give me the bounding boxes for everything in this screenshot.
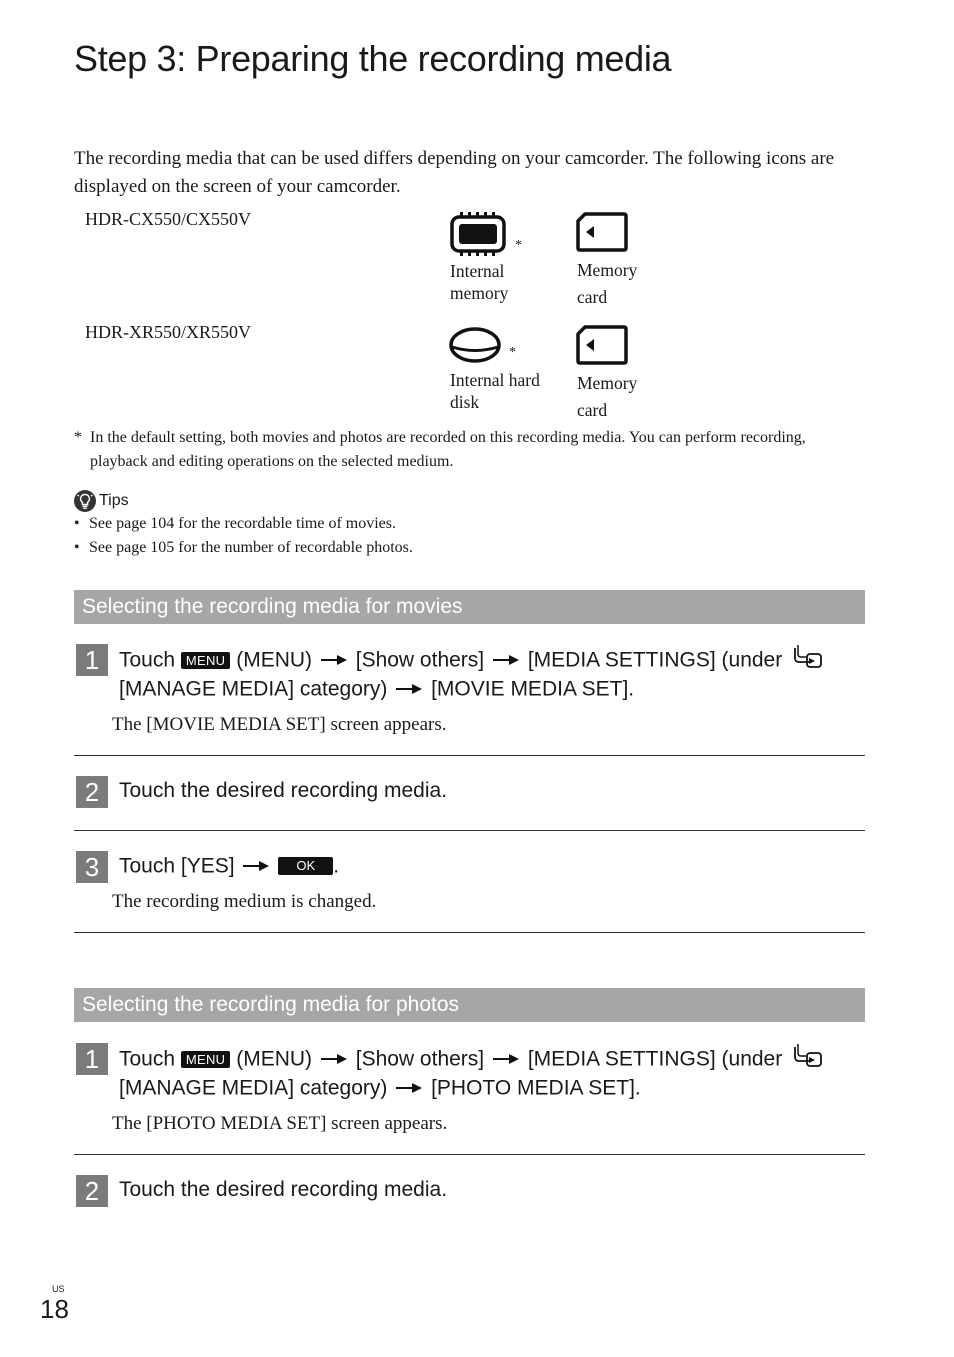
photo-media-set-text: [PHOTO MEDIA SET]. bbox=[431, 1076, 641, 1100]
model-name-cx550: HDR-CX550/CX550V bbox=[85, 209, 252, 229]
media-settings-text: [MEDIA SETTINGS] (under bbox=[527, 1047, 783, 1071]
arrow-right-icon bbox=[396, 1083, 422, 1093]
bullet-mark: • bbox=[74, 539, 80, 556]
menu-button: MENU bbox=[181, 1051, 230, 1068]
tip-text: See page 105 for the number of recordable photos. bbox=[89, 539, 413, 556]
show-others-text: [Show others] bbox=[355, 1047, 485, 1071]
step-instruction: Touch the desired recording media. bbox=[119, 1178, 448, 1201]
arrow-right-icon bbox=[321, 1054, 347, 1064]
step-result: The recording medium is changed. bbox=[112, 891, 377, 912]
movie-media-set-text: [MOVIE MEDIA SET]. bbox=[431, 677, 635, 701]
memory-card-icon bbox=[576, 212, 628, 252]
touch-text: Touch bbox=[119, 648, 176, 672]
step-number: 2 bbox=[76, 776, 108, 808]
menu-button: MENU bbox=[181, 652, 230, 669]
menu-text: (MENU) bbox=[236, 1047, 313, 1071]
divider bbox=[74, 1154, 865, 1155]
step-instruction-cont bbox=[119, 1073, 641, 1103]
step-result: The [PHOTO MEDIA SET] screen appears. bbox=[112, 1113, 448, 1134]
memory-card-label: Memory card bbox=[577, 260, 638, 307]
arrow-right-icon bbox=[493, 1054, 519, 1064]
step-number: 1 bbox=[76, 644, 108, 676]
touch-yes-text: Touch [YES] bbox=[119, 854, 235, 878]
tip-item bbox=[74, 515, 396, 533]
step-instruction-cont bbox=[119, 674, 634, 704]
ok-button: OK bbox=[278, 857, 333, 875]
step-instruction: Touch the desired recording media. bbox=[119, 779, 448, 802]
media-settings-text: [MEDIA SETTINGS] (under bbox=[527, 648, 783, 672]
step-instruction bbox=[119, 851, 339, 881]
footnote-text: In the default setting, both movies and photos are recorded on this recording media. You can perform recording, playback and editing operations on the selected medium. bbox=[90, 429, 806, 470]
step-number: 1 bbox=[76, 1043, 108, 1075]
bullet-mark: • bbox=[74, 515, 80, 532]
footnote-mark: * bbox=[74, 429, 82, 446]
touch-text: Touch bbox=[119, 1047, 176, 1071]
internal-memory-asterisk: * bbox=[515, 238, 522, 253]
step-number: 2 bbox=[76, 1175, 108, 1207]
step-instruction bbox=[119, 1043, 824, 1074]
tips-label: Tips bbox=[99, 492, 129, 509]
section-heading-movies: Selecting the recording media for movies bbox=[74, 590, 865, 624]
manage-media-text: [MANAGE MEDIA] category) bbox=[119, 677, 388, 701]
step-result: The [MOVIE MEDIA SET] screen appears. bbox=[112, 714, 447, 735]
internal-memory-label: Internal memory bbox=[450, 261, 509, 303]
footnote bbox=[74, 426, 864, 474]
memory-card-icon bbox=[576, 325, 628, 365]
manage-media-text: [MANAGE MEDIA] category) bbox=[119, 1076, 388, 1100]
lightbulb-icon bbox=[74, 490, 96, 512]
internal-memory-icon bbox=[448, 212, 510, 256]
show-others-text: [Show others] bbox=[355, 648, 485, 672]
arrow-right-icon bbox=[396, 684, 422, 694]
model-name-xr550: HDR-XR550/XR550V bbox=[85, 322, 252, 342]
tip-item bbox=[74, 539, 413, 557]
page-number: 18 bbox=[40, 1294, 69, 1324]
memory-card-label: Memory card bbox=[577, 373, 638, 420]
internal-hard-disk-asterisk: * bbox=[509, 345, 516, 360]
section-heading-photos: Selecting the recording media for photos bbox=[74, 988, 865, 1022]
step-number: 3 bbox=[76, 851, 108, 883]
manage-media-icon bbox=[792, 644, 824, 670]
arrow-right-icon bbox=[321, 655, 347, 665]
internal-hard-disk-label: Internal hard disk bbox=[450, 370, 540, 412]
divider bbox=[74, 932, 865, 933]
page-title: Step 3: Preparing the recording media bbox=[74, 38, 672, 79]
manage-media-icon bbox=[792, 1043, 824, 1069]
page-region-code: US bbox=[52, 1284, 65, 1294]
divider bbox=[74, 830, 865, 831]
tip-text: See page 104 for the recordable time of movies. bbox=[89, 515, 396, 532]
step-instruction bbox=[119, 644, 824, 675]
divider bbox=[74, 755, 865, 756]
arrow-right-icon bbox=[493, 655, 519, 665]
period: . bbox=[333, 854, 340, 878]
arrow-right-icon bbox=[243, 861, 269, 871]
internal-hard-disk-icon bbox=[448, 326, 504, 366]
menu-text: (MENU) bbox=[236, 648, 313, 672]
intro-paragraph: The recording media that can be used differs depending on your camcorder. The following icons are displayed on the screen of your camcorder. bbox=[74, 148, 835, 197]
tips-heading bbox=[74, 490, 129, 512]
